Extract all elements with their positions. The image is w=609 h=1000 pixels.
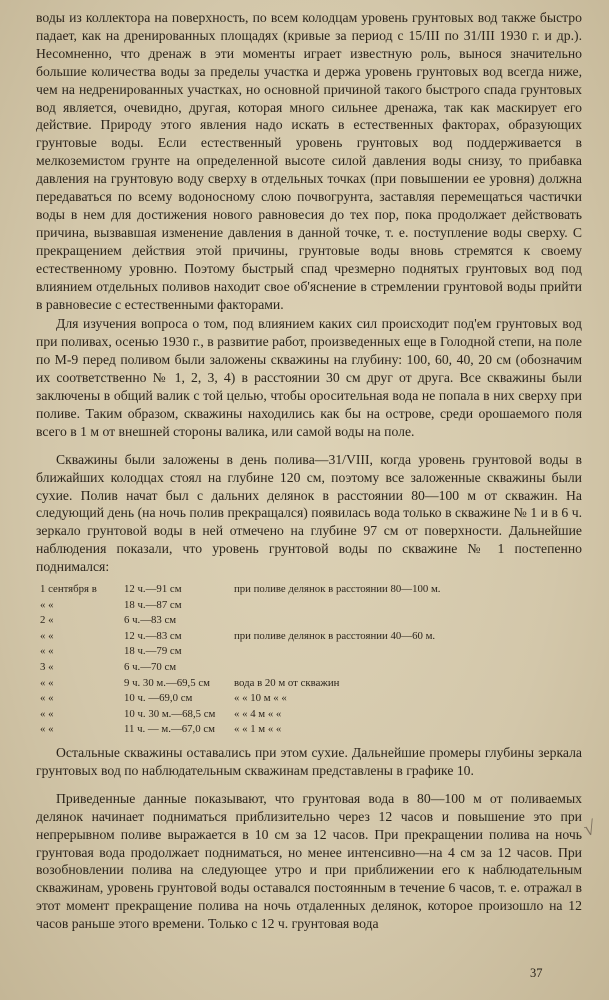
- table-cell-date: « «: [40, 645, 54, 658]
- table-cell-date: « «: [40, 676, 54, 689]
- table-cell-date: « «: [40, 629, 54, 642]
- table-row: [40, 582, 441, 598]
- table-cell-time: 18 ч.—87 см: [124, 598, 182, 611]
- pencil-margin-mark: √: [581, 817, 598, 841]
- paragraph-1: воды из коллектора на поверхность, по всем колодцам уровень грунтовых вод также быстро падает, как на дренированных площадях (кривые за период с 15/III по 31/III 1930 г. и др.). Несомненно, что дренаж в эти моменты играет известную роль, вынося значительно большие количества воды за пределы участка и держа уровень грунтовых вод всегда ниже, чем на недренированных участках, но основной причиной такого быстрого спада грунтовых вод является, очевидно, другая, которая много сильнее дренажа, так как маскирует его действие. Природу этого явления надо искать в естественных факторах, образующих грунтовые воды. Если естественный уровень грунтовых вод поддерживается в мелкоземистом грунте на определенной высоте силой давления воды снизу, то прибавка давления на грунтовую воду сверху в отдельных точках (при повышении ее уровня) должна передаваться по всему водоносному слою почвогрунта, заставляя перемещаться частички воды в нем для достижения нового равновесия до тех пор, пока продолжает действовать причина, вызвавшая изменение давления в данной точке, т. е. поступление воды сверху. С прекращением действия этой причины, грунтовые воды вновь стремятся к своему естественному уровню. Поэтому быстрый спад чрезмерно поднятых грунтовых вод под влиянием отдельных поливов находит свое об'яснение в стремлении грунтовой воды прийти в равновесие с естественными факторами.: [36, 10, 582, 312]
- paragraph-4: Остальные скважины оставались при этом сухие. Дальнейшие промеры глубины зеркала грунтовых вод по наблюдательным скважинам представлены в графике 10.: [36, 745, 582, 778]
- table-cell-note: вода в 20 м от скважин: [234, 676, 340, 689]
- table-cell-time: 12 ч.—83 см: [124, 629, 182, 642]
- table-cell-time: 12 ч.—91 см: [124, 583, 182, 596]
- table-cell-note: « « 4 м « «: [234, 707, 282, 720]
- table-cell-time: 11 ч. — м.—67,0 см: [124, 723, 215, 736]
- table-cell-date: 3 «: [40, 661, 54, 674]
- table-row: [40, 722, 441, 738]
- paragraph-5: Приведенные данные показывают, что грунтовая вода в 80—100 м от поливаемых делянок начинает подниматься приблизительно через 12 часов и повышение это при непрерывном поливе выражается в 10 см за 12 часов. При прекращении полива на ночь грунтовая вода продолжает подниматься, но менее интенсивно—на 4 см за 12 часов. При возобновлении полива на следующее утро и при приближении его к наблюдательным скважинам, уровень грунтовой воды оставался постоянным в течение 6 часов, т. е. отражал в этот момент прекращение полива на ночь отдаленных делянок, которое произошло на 12 часов раньше этого времени. Только с 12 ч. грунтовая вода: [36, 790, 582, 932]
- table-row: [40, 676, 441, 692]
- table-cell-time: 6 ч.—70 см: [124, 661, 177, 674]
- page-number: 37: [530, 966, 543, 980]
- table-cell-time: 10 ч. 30 м.—68,5 см: [124, 707, 216, 720]
- table-row: [40, 613, 441, 629]
- table-cell-note: при поливе делянок в расстоянии 40—60 м.: [234, 629, 436, 642]
- table-cell-date: « «: [40, 707, 54, 720]
- table-row: [40, 644, 441, 660]
- table-cell-time: 18 ч.—79 см: [124, 645, 182, 658]
- table-cell-note: « « 10 м « «: [234, 692, 287, 705]
- table-cell-note: [234, 598, 441, 614]
- paragraph-2: Для изучения вопроса о том, под влиянием каких сил происходит под'ем грунтовых вод при поливах, осенью 1930 г., в развитие работ, произведенных еще в Голодной степи, на поле по М-9 перед поливом были заложены скважины на глубину: 100, 60, 40, 20 см (обозначим их соответственно № 1, 2, 3, 4) в расстоянии 30 см друг от друга. Все скважины были заключены в общий валик с той целью, чтобы оросительная вода не попала в них сверху при поливе. Таким образом, скважины находились как бы на острове, среди орошаемого поля всего в 1 м от внешней стороны валика, или самой воды на поле.: [36, 316, 582, 439]
- table-cell-time: 10 ч. —69,0 см: [124, 692, 193, 705]
- table-cell-date: « «: [40, 598, 54, 611]
- table-cell-note: [234, 613, 441, 629]
- table-row: [40, 629, 441, 645]
- paragraph-3: Скважины были заложены в день полива—31/VIII, когда уровень грунтовой воды в ближайших колодцах стоял на глубине 120 см, поэтому все заложенные скважины были сухие. Полив начат был с дальних делянок в расстоянии 80—100 м от скважин. На следующий день (на ночь полив прекращался) появилась вода только в скважине № 1 и в 6 ч. зеркало грунтовой воды в ней отмечено на глубине 97 см от поверхности. Дальнейшие наблюдения показали, что уровень грунтовой воды по скважине № 1 постепенно поднимался:: [36, 451, 582, 575]
- table-cell-time: 6 ч.—83 см: [124, 614, 177, 627]
- table-cell-note: [234, 660, 441, 676]
- table-cell-date: « «: [40, 723, 54, 736]
- table-row: [40, 707, 441, 723]
- table-cell-note: « « 1 м « «: [234, 723, 282, 736]
- table-cell-date: 1 сентября в: [40, 583, 97, 596]
- table-cell-time: 9 ч. 30 м.—69,5 см: [124, 676, 210, 689]
- table-cell-note: [234, 644, 441, 660]
- groundwater-level-table: [40, 582, 441, 738]
- table-row: [40, 660, 441, 676]
- table-cell-date: 2 «: [40, 614, 54, 627]
- table-cell-date: « «: [40, 692, 54, 705]
- table-cell-note: при поливе делянок в расстоянии 80—100 м.: [234, 583, 441, 596]
- table-row: [40, 691, 441, 707]
- table-row: [40, 598, 441, 614]
